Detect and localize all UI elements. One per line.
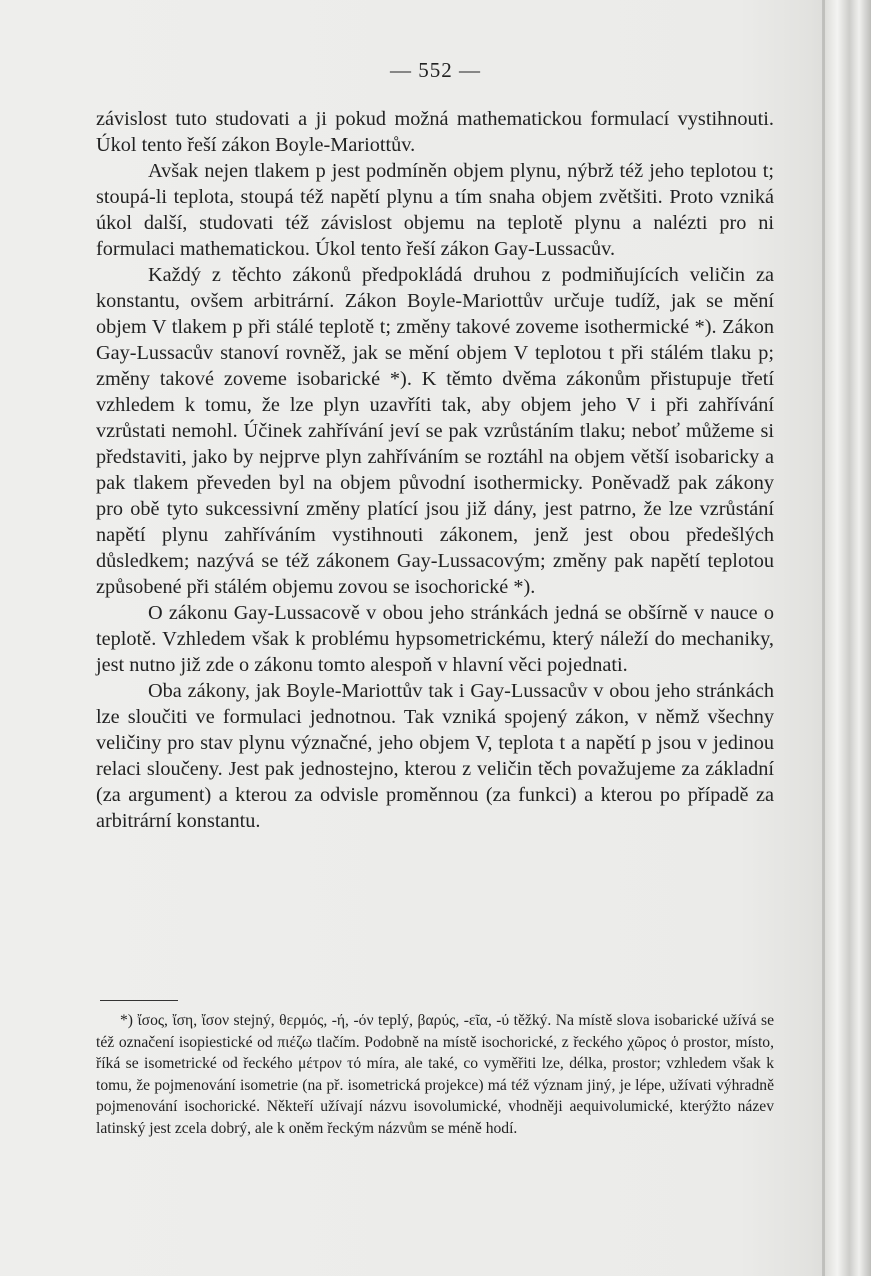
footnote: *) ἴσος, ἴση, ἴσον stejný, θερμός, -ή, -όν teplý, βαρύς, -εῖα, -ύ těžký. Na místě slova isobarické užívá se též označení isopiestické od πιέζω tlačím. Podobně na místě isochorické, z řeckého χῶρος ὁ prostor, místo, říká se isometrické od řeckého μέτρον τό míra, ale také, co vyměřiti lze, délka, prostor; vzhledem však k tomu, že pojmenování isometrie (na př. isometrická projekce) má též význam jiný, je lépe, užívati výhradně pojmenování isochorické. Někteří užívají názvu isovolumické, vhodněji aequivolumické, kterýžto název latinský jest zcela dobrý, ale k oněm řeckým názvům se méně hodí.: [96, 1012, 774, 1137]
paragraph: závislost tuto studovati a ji pokud možná mathematickou formulací vystihnouti. Úkol tento řeší zákon Boyle-Mariottův.: [96, 108, 774, 156]
page-edge-shadow: [823, 0, 871, 1276]
paragraph: Oba zákony, jak Boyle-Mariottův tak i Gay-Lussacův v obou jeho stránkách lze sloučiti ve formulaci jednotnou. Tak vzniká spojený zákon, v němž všechny veličiny pro stav plynu význačné, jeho objem V, teplota t a napětí p jsou v jedinou relaci sloučeny. Jest pak jednostejno, kterou z veličin těch považujeme za základní (za argument) a kterou za odvisle proměnnou (za funkci) a kterou po případě za arbitrární konstantu.: [96, 680, 774, 832]
paragraph: O zákonu Gay-Lussacově v obou jeho stránkách jedná se obšírně v nauce o teplotě. Vzhledem však k problému hypsometrickému, který náleží do mechaniky, jest nutno již zde o zákonu tomto alespoň v hlavní věci pojednati.: [96, 602, 774, 676]
paragraph: Avšak nejen tlakem p jest podmíněn objem plynu, nýbrž též jeho teplotou t; stoupá-li teplota, stoupá též napětí plynu a tím snaha objem zvětšiti. Proto vzniká úkol další, studovati též závislost objemu na teplotě plynu a nalézti pro ni formulaci mathematickou. Úkol tento řeší zákon Gay-Lussacův.: [96, 160, 774, 260]
page-number: — 552 —: [390, 58, 481, 82]
page-fold-line: [822, 0, 825, 1276]
footnotes: [96, 1010, 774, 1140]
footnote-separator: [100, 1000, 178, 1001]
body-text: [96, 106, 774, 834]
paragraph: Každý z těchto zákonů předpokládá druhou z podmiňujících veličin za konstantu, ovšem arbitrární. Zákon Boyle-Mariottův určuje tudíž, jak se mění objem V tlakem p při stálé teplotě t; změny takové zoveme isothermické *). Zákon Gay-Lussacův stanoví rovněž, jak se mění objem V teplotou t při stálém tlaku p; změny takové zoveme isobarické *). K těmto dvěma zákonům přistupuje třetí vzhledem k tomu, že lze plyn uzavříti tak, aby objem jeho V i při zahřívání vzrůstati nemohl. Účinek zahřívání jeví se pak vzrůstáním tlaku; neboť můžeme si představiti, jako by nejprve plyn zahříváním se roztáhl na objem větší isobaricky a pak tlakem převeden byl na objem původní isothermicky. Poněvadž pak zákony pro obě tyto sukcessivní změny platící jsou již dány, jest patrno, že lze vzrůstání napětí plynu zahříváním vystihnouti zákonem, jenž jest obou předešlých důsledkem; nazývá se též zákonem Gay-Lussacovým; změny pak napětí teplotou způsobené při stálém objemu zovou se isochorické *).: [96, 264, 774, 598]
